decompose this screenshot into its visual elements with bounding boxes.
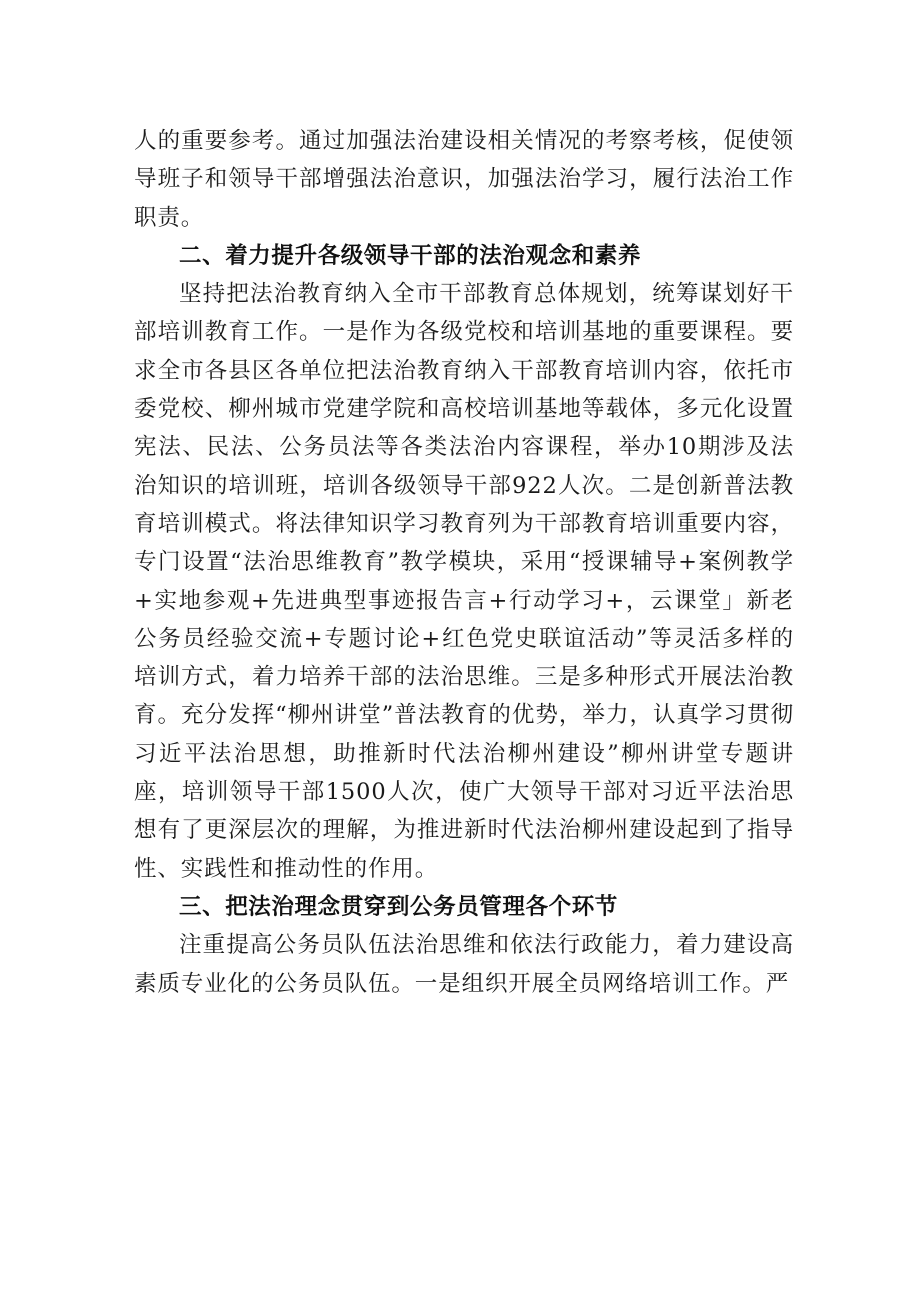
paragraph-section-3: 注重提高公务员队伍法治思维和依法行政能力，着力建设高素质专业化的公务员队伍。一是组织开展全员网络培训工作。严 — [134, 932, 794, 997]
paragraph-section-2: 坚持把法治教育纳入全市干部教育总体规划，统筹谋划好干部培训教育工作。一是作为各级党校和培训基地的重要课程。要求全市各县区各单位把法治教育纳入干部教育培训内容，依托市委党校、柳州城市党建学院和高校培训基地等载体，多元化设置宪法、民法、公务员法等各类法治内容课程，举办10期涉及法治知识的培训班，培训各级领导干部922人次。二是创新普法教育培训模式。将法律知识学习教育列为干部教育培训重要内容，专门设置“法治思维教育”教学模块，采用“授课辅导+案例教学+实地参观+先进典型事迹报告言+行动学习+，云课堂」新老公务员经验交流+专题讨论+红色党史联谊活动”等灵活多样的培训方式，着力培养干部的法治思维。三是多种形式开展法治教育。充分发挥“柳州讲堂”普法教育的优势，举力，认真学习贯彻习近平法治思想，助推新时代法治柳州建设”柳州讲堂专题讲座，培训领导干部1500人次，使广大领导干部对习近平法治思想有了更深层次的理解，为推进新时代法治柳州建设起到了指导性、实践性和推动性的作用。 — [134, 281, 794, 882]
document-body — [134, 122, 794, 1003]
section-heading-2: 二、着力提升各级领导干部的法治观念和素养 — [179, 242, 642, 269]
section-heading-3: 三、把法治理念贯穿到公务员管理各个环节 — [179, 893, 618, 920]
paragraph-continued: 人的重要参考。通过加强法治建设相关情况的考察考核，促使领导班子和领导干部增强法治意识，加强法治学习，履行法治工作职责。 — [134, 128, 794, 231]
